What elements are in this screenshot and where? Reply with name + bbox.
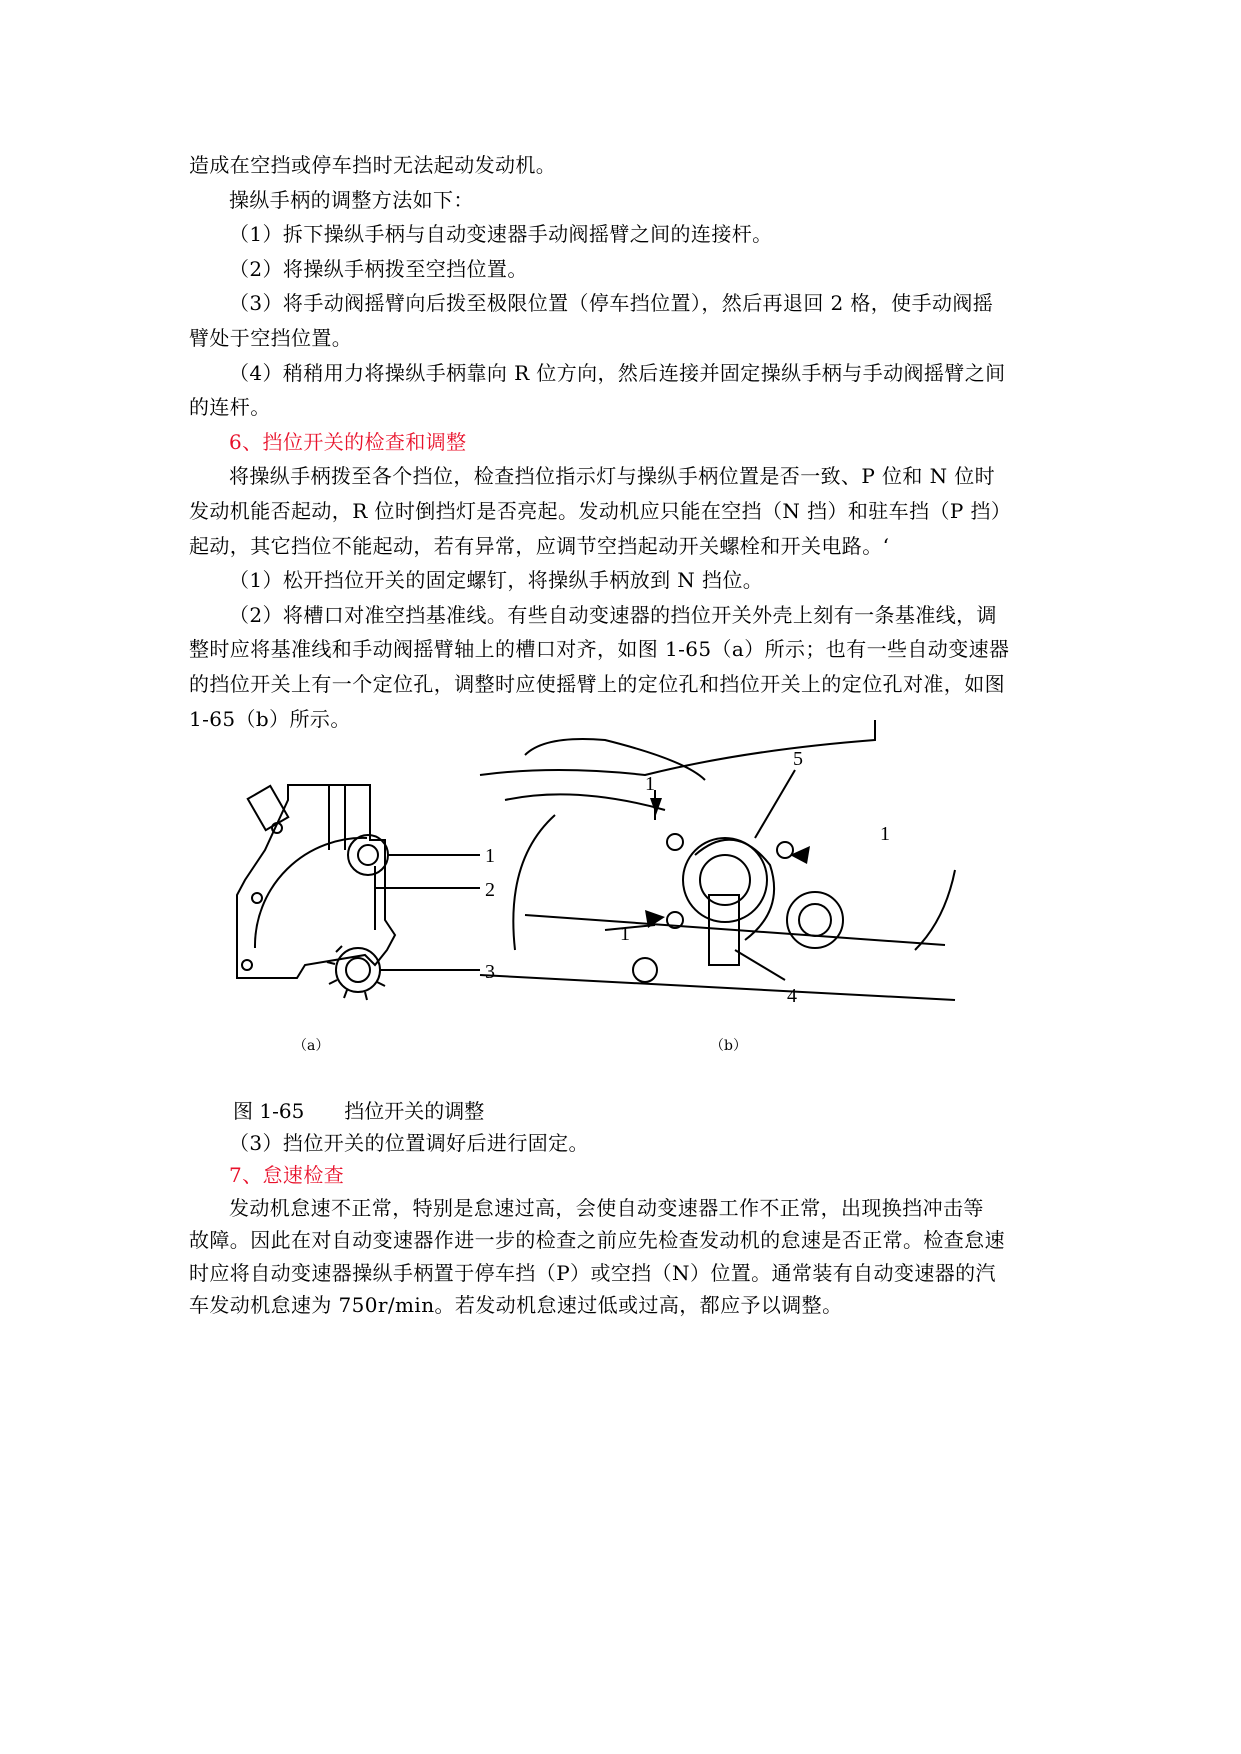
- text-line: 时应将自动变速器操纵手柄置于停车挡（P）或空挡（N）位置。通常装有自动变速器的汽: [189, 1260, 996, 1285]
- text-line: 造成在空挡或停车挡时无法起动发动机。: [189, 153, 557, 177]
- text-line: 将操纵手柄拨至各个挡位，检查挡位指示灯与操纵手柄位置是否一致、P 位和 N 位时: [229, 464, 996, 489]
- text-line: （4）稍稍用力将操纵手柄靠向 R 位方向，然后连接并固定操纵手柄与手动阀摇臂之间: [229, 360, 1006, 385]
- figure-caption: 图 1-65 挡位开关的调整: [233, 1099, 485, 1123]
- right-callout-1c: 1: [620, 923, 630, 945]
- text-line: （3）挡位开关的位置调好后进行固定。: [229, 1131, 589, 1155]
- text-line: （1）松开挡位开关的固定螺钉，将操纵手柄放到 N 挡位。: [229, 568, 764, 593]
- text-line: 操纵手柄的调整方法如下：: [229, 187, 474, 212]
- text-line: 起动，其它挡位不能起动，若有异常，应调节空挡起动开关螺栓和开关电路。‘: [189, 533, 890, 558]
- text-line: 1-65（b）所示。: [189, 706, 351, 731]
- text-line: （1）拆下操纵手柄与自动变速器手动阀摇臂之间的连接杆。: [229, 222, 773, 247]
- text-line: 臂处于空挡位置。: [189, 326, 353, 350]
- text-line: 故障。因此在对自动变速器作进一步的检查之前应先检查发动机的怠速是否正常。检查怠速: [189, 1228, 1005, 1253]
- right-callout-4: 4: [787, 985, 797, 1007]
- subcaption-a: （a）: [293, 1038, 330, 1054]
- text-line: 整时应将基准线和手动阀摇臂轴上的槽口对齐，如图 1-65（a）所示；也有一些自动变速器: [189, 637, 1010, 662]
- left-callout-1: 1: [485, 845, 495, 867]
- text-line: （2）将槽口对准空挡基准线。有些自动变速器的挡位开关外壳上刻有一条基准线，调: [229, 602, 997, 627]
- diagram-a: [237, 785, 480, 1000]
- text-line: 的挡位开关上有一个定位孔，调整时应使摇臂上的定位孔和挡位开关上的定位孔对准，如图: [189, 672, 1005, 696]
- subcaption-b: （b）: [710, 1038, 747, 1054]
- text-line: 的连杆。: [189, 395, 271, 420]
- text-line: （3）将手动阀摇臂向后拨至极限位置（停车挡位置），然后再退回 2 格，使手动阀摇: [229, 291, 994, 316]
- left-callout-3: 3: [485, 961, 495, 983]
- right-callout-1a: 1: [645, 773, 655, 795]
- text-line: （2）将操纵手柄拨至空挡位置。: [229, 256, 528, 281]
- text-line: 发动机怠速不正常，特别是怠速过高，会使自动变速器工作不正常，出现换挡冲击等: [229, 1195, 984, 1220]
- text-line: 车发动机怠速为 750r/min。若发动机怠速过低或过高，都应予以调整。: [189, 1293, 843, 1317]
- text-line: 7、怠速检查: [229, 1163, 345, 1188]
- left-callout-2: 2: [485, 879, 495, 901]
- text-line: 6、挡位开关的检查和调整: [229, 429, 467, 454]
- diagram-b: [480, 720, 955, 1000]
- figure-1-65: [225, 720, 965, 1065]
- arrows-b: [645, 798, 810, 928]
- right-callout-5: 5: [793, 748, 803, 770]
- text-line: 发动机能否起动，R 位时倒挡灯是否亮起。发动机应只能在空挡（N 挡）和驻车挡（P 挡）: [189, 499, 1012, 523]
- right-callout-1b: 1: [880, 823, 890, 845]
